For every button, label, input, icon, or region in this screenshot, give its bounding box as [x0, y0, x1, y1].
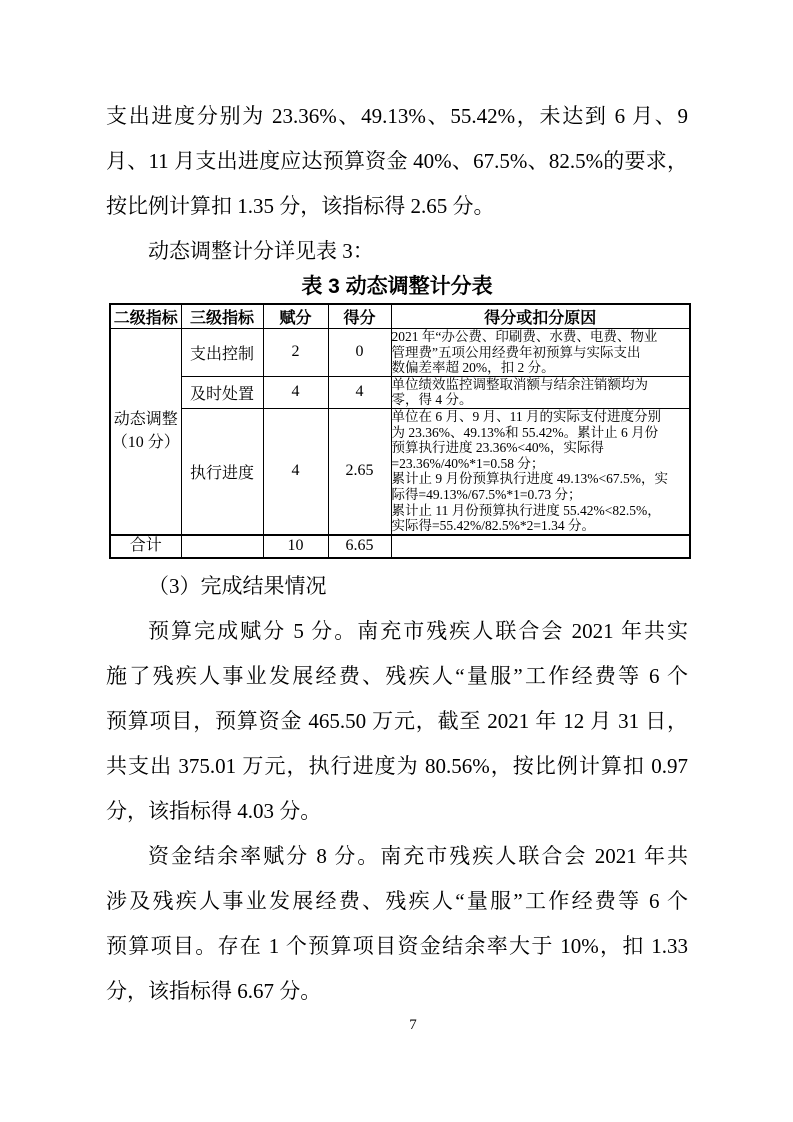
cell-indicator: 执行进度 [181, 408, 263, 534]
paragraph-completion-heading: （3）完成结果情况 [148, 573, 327, 598]
header-secondary-indicator: 二级指标 [110, 304, 181, 329]
table-row [110, 329, 690, 377]
cell-total-label: 合计 [110, 535, 181, 558]
paragraph-expenditure-progress: 支出进度分别为 23.36%、49.13%、55.42%，未达到 6 月、9 月、11 月支出进度应达预算资金 40%、67.5%、82.5%的要求， 按比例计算扣 1.35 分，该指标得 2.65 分。 [106, 104, 688, 218]
table-total-row [110, 535, 690, 558]
cell-group-label: 动态调整 （10 分） [110, 329, 181, 535]
cell-indicator: 及时处置 [181, 376, 263, 408]
cell-score: 2.65 [328, 408, 391, 534]
paragraph-budget-completion: 预算完成赋分 5 分。南充市残疾人联合会 2021 年共实 施了残疾人事业发展经费、残疾人“量服”工作经费等 6 个 预算项目，预算资金 465.50 万元，截至 2021 年 12 月 31 日， 共支出 375.01 万元，执行进度为 80.56%，按比例计算扣 0.97 分，该指标得 4.03 分。 [106, 618, 688, 823]
table-header-row [110, 304, 690, 329]
dynamic-adjustment-score-table [109, 303, 691, 559]
cell-reason: 单位在 6 月、9 月、11 月的实际支付进度分别 为 23.36%、49.13%和 55.42%。累计止 6 月份 预算执行进度 23.36%<40%，实际得 =23.36%/40%*1=0.58 分； 累计止 9 月份预算执行进度 49.13%<67.5%，实 际得=49.13%/67.5%*1=0.73 分； 累计止 11 月份预算执行进度 55.42%<82.5%， 实际得=55.42%/82.5%*2=1.34 分。 [391, 408, 690, 534]
cell-total-score: 6.65 [328, 535, 391, 558]
cell-score: 4 [328, 376, 391, 408]
cell-total-assigned: 10 [263, 535, 328, 558]
table-row [110, 408, 690, 534]
header-tertiary-indicator: 三级指标 [181, 304, 263, 329]
paragraph-fund-balance: 资金结余率赋分 8 分。南充市残疾人联合会 2021 年共 涉及残疾人事业发展经费、残疾人“量服”工作经费等 6 个 预算项目。存在 1 个预算项目资金结余率大于 10%，扣 1.33 分，该指标得 6.67 分。 [106, 843, 688, 1003]
cell-indicator: 支出控制 [181, 329, 263, 377]
header-assigned-points: 赋分 [263, 304, 328, 329]
cell-reason: 单位绩效监控调整取消额与结余注销额均为 零，得 4 分。 [391, 376, 690, 408]
cell-assigned: 4 [263, 376, 328, 408]
page-number: 7 [409, 1017, 417, 1033]
header-reason: 得分或扣分原因 [391, 304, 690, 329]
cell-reason: 2021 年“办公费、印刷费、水费、电费、物业 管理费”五项公用经费年初预算与实际支出 数偏差率超 20%，扣 2 分。 [391, 329, 690, 377]
header-score: 得分 [328, 304, 391, 329]
table-row [110, 376, 690, 408]
cell-empty [391, 535, 690, 558]
table-title: 表 3 动态调整计分表 [301, 275, 493, 298]
cell-assigned: 4 [263, 408, 328, 534]
cell-empty [181, 535, 263, 558]
cell-assigned: 2 [263, 329, 328, 377]
cell-score: 0 [328, 329, 391, 377]
paragraph-table-note: 动态调整计分详见表 3： [148, 239, 374, 263]
